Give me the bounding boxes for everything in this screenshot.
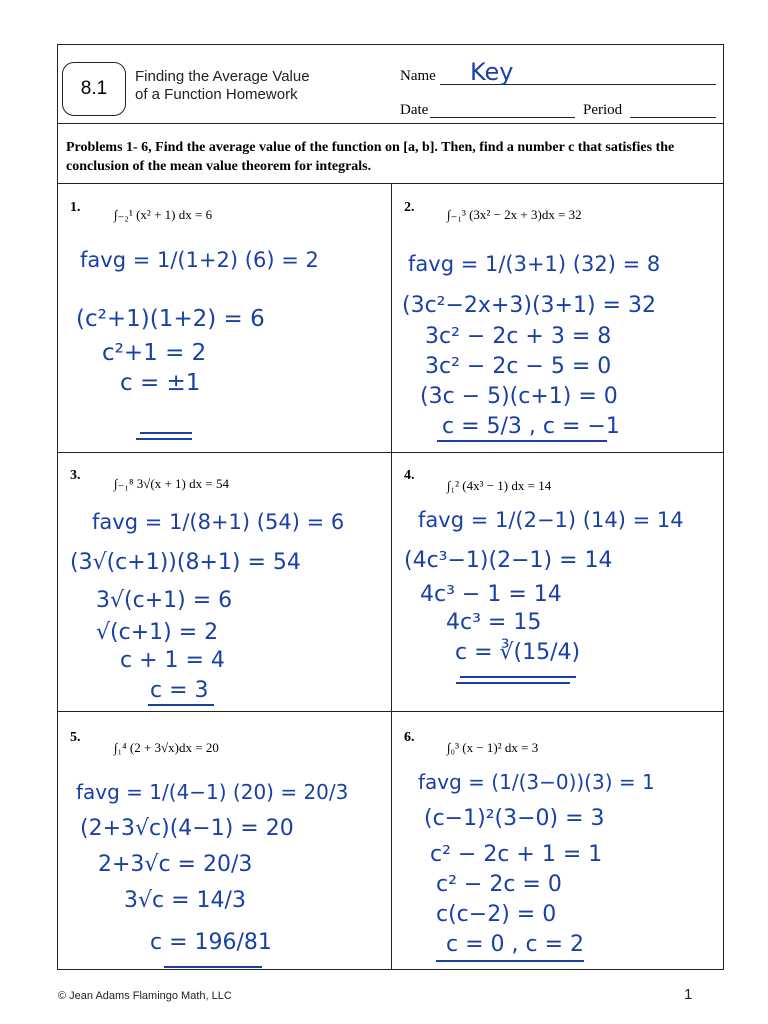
problem-1-work-1: favg = 1/(1+2) (6) = 2	[80, 248, 319, 272]
problem-4-work-4: 4c³ = 15	[446, 610, 542, 635]
problem-2-work-4: 3c² − 2c − 5 = 0	[425, 354, 612, 379]
worksheet-title	[135, 68, 310, 104]
problem-3-work-1: favg = 1/(8+1) (54) = 6	[92, 510, 345, 534]
problem-5-number: 5.	[70, 730, 81, 745]
header-divider	[57, 123, 724, 124]
problem-1-work-3: c²+1 = 2	[102, 340, 207, 366]
answer-underline	[437, 440, 607, 442]
answer-underline	[460, 676, 576, 678]
answer-underline	[436, 960, 584, 962]
problem-6-integral: ∫₀³ (x − 1)² dx = 3	[447, 740, 539, 755]
instructions: Problems 1- 6, Find the average value of the function on [a, b]. Then, find a number c that satisfies the conclusion of the mean value theorem for integrals.	[66, 140, 675, 174]
problem-1-number: 1.	[70, 200, 81, 215]
problem-3-work-5: c + 1 = 4	[120, 648, 225, 673]
problem-1-work-4: c = ±1	[120, 370, 201, 396]
problem-6-work-3: c² − 2c + 1 = 1	[430, 842, 603, 867]
section-badge	[62, 62, 126, 116]
section-number: 8.1	[80, 78, 108, 99]
problem-2-work-1: favg = 1/(3+1) (32) = 8	[408, 252, 661, 276]
name-value: Key	[470, 58, 514, 86]
copyright-footer: © Jean Adams Flamingo Math, LLC	[58, 990, 232, 1002]
problem-4-work-1: favg = 1/(2−1) (14) = 14	[418, 508, 684, 532]
problem-1-integral: ∫₋₂¹ (x² + 1) dx = 6	[114, 207, 213, 222]
problem-2-integral: ∫₋₁³ (3x² − 2x + 3)dx = 32	[447, 207, 582, 222]
problem-6-number: 6.	[404, 730, 415, 745]
problem-3-work-2: (3√(c+1))(8+1) = 54	[70, 550, 301, 575]
problem-3-number: 3.	[70, 468, 81, 483]
problem-5-work-1: favg = 1/(4−1) (20) = 20/3	[76, 780, 349, 804]
date-line	[430, 117, 575, 118]
answer-underline	[140, 432, 192, 434]
problem-6-work-6: c = 0 , c = 2	[446, 932, 585, 957]
problem-6-work-4: c² − 2c = 0	[436, 872, 562, 897]
title-line-1: Finding the Average Value	[135, 68, 310, 85]
problem-2-work-6: c = 5/3 , c = −1	[442, 414, 620, 439]
problem-4-work-2: (4c³−1)(2−1) = 14	[404, 548, 613, 573]
date-label: Date	[400, 102, 429, 118]
problem-1-work-2: (c²+1)(1+2) = 6	[76, 306, 265, 332]
problem-5-work-3: 2+3√c = 20/3	[98, 852, 253, 877]
problem-2-work-3: 3c² − 2c + 3 = 8	[425, 324, 612, 349]
problem-6-work-5: c(c−2) = 0	[436, 902, 557, 927]
answer-underline	[456, 682, 570, 684]
problem-5-work-4: 3√c = 14/3	[124, 888, 246, 913]
title-line-2: of a Function Homework	[135, 86, 298, 103]
column-divider	[391, 183, 392, 970]
period-label: Period	[583, 102, 623, 118]
problem-2-work-2: (3c²−2x+3)(3+1) = 32	[402, 293, 656, 318]
answer-underline	[164, 966, 262, 968]
problem-5-work-2: (2+3√c)(4−1) = 20	[80, 816, 294, 841]
problem-5-work-5: c = 196/81	[150, 930, 272, 955]
problem-4-integral: ∫₁² (4x³ − 1) dx = 14	[447, 478, 552, 493]
answer-underline	[136, 438, 192, 440]
problem-5-integral: ∫₁⁴ (2 + 3√x)dx = 20	[114, 740, 219, 755]
problem-2-number: 2.	[404, 200, 415, 215]
problem-3-work-4: √(c+1) = 2	[96, 620, 219, 645]
name-label: Name	[400, 68, 436, 84]
problem-4-work-3: 4c³ − 1 = 14	[420, 582, 562, 607]
problem-3-integral: ∫₋₁⁸ 3√(x + 1) dx = 54	[114, 476, 229, 491]
problem-3-work-3: 3√(c+1) = 6	[96, 588, 233, 613]
problem-6-work-1: favg = (1/(3−0))(3) = 1	[418, 770, 655, 794]
problem-4-number: 4.	[404, 468, 415, 483]
problem-6-work-2: (c−1)²(3−0) = 3	[424, 806, 605, 831]
answer-underline	[148, 704, 214, 706]
problem-4-work-5: c = ∛(15/4)	[455, 640, 581, 665]
problem-2-work-5: (3c − 5)(c+1) = 0	[420, 384, 618, 409]
period-line	[630, 117, 716, 118]
page-number: 1	[684, 986, 693, 1003]
problem-3-work-6: c = 3	[150, 678, 209, 703]
